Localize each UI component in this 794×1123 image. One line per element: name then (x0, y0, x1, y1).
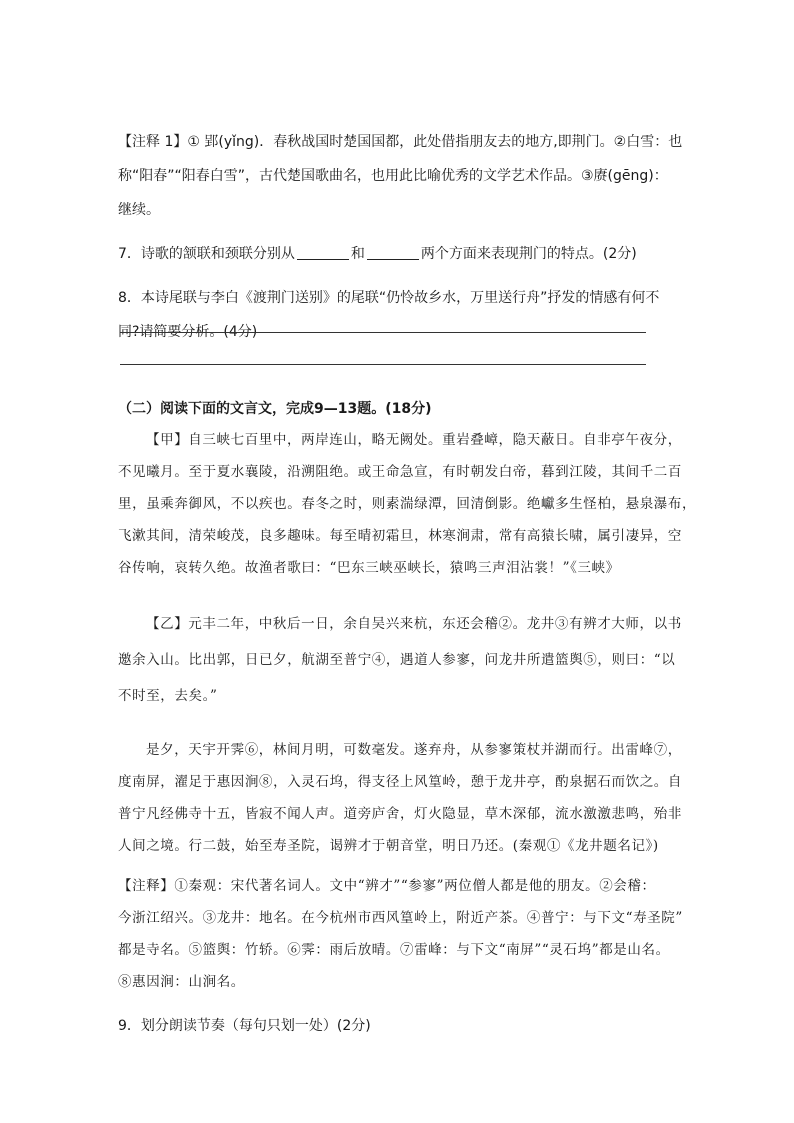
passage-jia-line-4: 飞漱其间，清荣峻茂，良多趣味。每至晴初霜旦，林寒涧肃，常有高猿长啸，属引凄异，空 (118, 528, 682, 544)
question-7-text-1: 7．诗歌的颔联和颈联分别从 (118, 246, 295, 262)
passage-yi-para2-line-3: 普宁凡经佛寺十五，皆寂不闻人声。道旁庐舍，灯火隐显，草木深郁，流水激激悲鸣，殆非 (118, 806, 682, 822)
passage-jia-line-5: 谷传响，哀转久绝。故渔者歌曰：“巴东三峡巫峡长，猿鸣三声泪沾裳！”《三峡》 (118, 560, 620, 576)
question-7-text-2: 和 (350, 246, 365, 262)
question-8-line-1: 8．本诗尾联与李白《渡荆门送别》的尾联“仍怜故乡水，万里送行舟”抒发的情感有何不 (118, 290, 660, 306)
answer-blank-2[interactable] (367, 245, 419, 260)
passage-jia-line-2: 不见曦月。至于夏水襄陵，沿溯阻绝。或王命急宣，有时朝发白帝，暮到江陵，其间千二百 (118, 464, 682, 480)
annotation-1-line-1: 【注释 1】① 郢(yǐng)．春秋战国时楚国国都，此处借指朋友去的地方,即荆门。②白雪：也 (118, 134, 683, 150)
annotation-2-line-1: 【注释】①秦观：宋代著名词人。文中“辨才”“参寥”两位僧人都是他的朋友。②会稽： (118, 878, 656, 894)
answer-line-1[interactable] (120, 332, 646, 333)
annotation-2-line-3: 都是寺名。⑤篮舆：竹轿。⑥霁：雨后放晴。⑦雷峰：与下文“南屏”“灵石坞”都是山名。 (118, 942, 670, 958)
question-8-line-2: 同?请简要分析。(4分) (118, 324, 258, 340)
passage-jia-line-3: 里，虽乘奔御风，不以疾也。春冬之时，则素湍绿潭，回清倒影。绝巘多生怪柏，悬泉瀑布， (118, 496, 697, 512)
annotation-2-line-4: ⑧惠因涧：山涧名。 (118, 974, 245, 990)
passage-yi-line-1: 【乙】元丰二年，中秋后一日，余自吴兴来杭，东还会稽②。龙井③有辨才大师，以书 (146, 616, 682, 632)
passage-yi-para2-line-2: 度南屏，濯足于惠因涧⑧，入灵石坞，得支径上风篁岭，憩于龙井亭，酌泉据石而饮之。自 (118, 774, 682, 790)
annotation-1-line-2: 称“阳春”“阳春白雪”，古代楚国歌曲名，也用此比喻优秀的文学艺术作品。③赓(gēng)： (118, 168, 668, 184)
answer-line-2[interactable] (120, 364, 646, 365)
passage-jia-line-1: 【甲】自三峡七百里中，两岸连山，略无阙处。重岩叠嶂，隐天蔽日。自非亭午夜分， (146, 432, 682, 448)
question-7-text-3: 两个方面来表现荆门的特点。(2分) (420, 246, 637, 262)
annotation-1-line-3: 继续。 (118, 202, 160, 218)
passage-yi-para2-line-4: 人间之境。行二鼓，始至寿圣院，谒辨才于朝音堂，明日乃还。(秦观①《龙井题名记》) (118, 838, 659, 854)
question-7 (118, 238, 678, 271)
question-9: 9．划分朗读节奏（每句只划一处）(2分) (118, 1018, 371, 1034)
annotation-2-line-2: 今浙江绍兴。③龙井：地名。在今杭州市西风篁岭上，附近产茶。④普宁：与下文“寿圣院” (118, 910, 683, 926)
passage-yi-para2-line-1: 是夕，天宇开霁⑥，林间月明，可数毫发。遂弃舟，从参寥策杖并湖而行。出雷峰⑦， (146, 742, 682, 758)
answer-blank-1[interactable] (297, 245, 349, 260)
passage-yi-line-3: 不时至，去矣。” (118, 688, 218, 704)
passage-yi-line-2: 邀余入山。比出郭，日已夕，航湖至普宁④，遇道人参寥，问龙井所遣篮舆⑤，则曰：“以 (118, 652, 676, 668)
section-2-heading: （二）阅读下面的文言文，完成9—13题。(18分) (118, 401, 432, 417)
